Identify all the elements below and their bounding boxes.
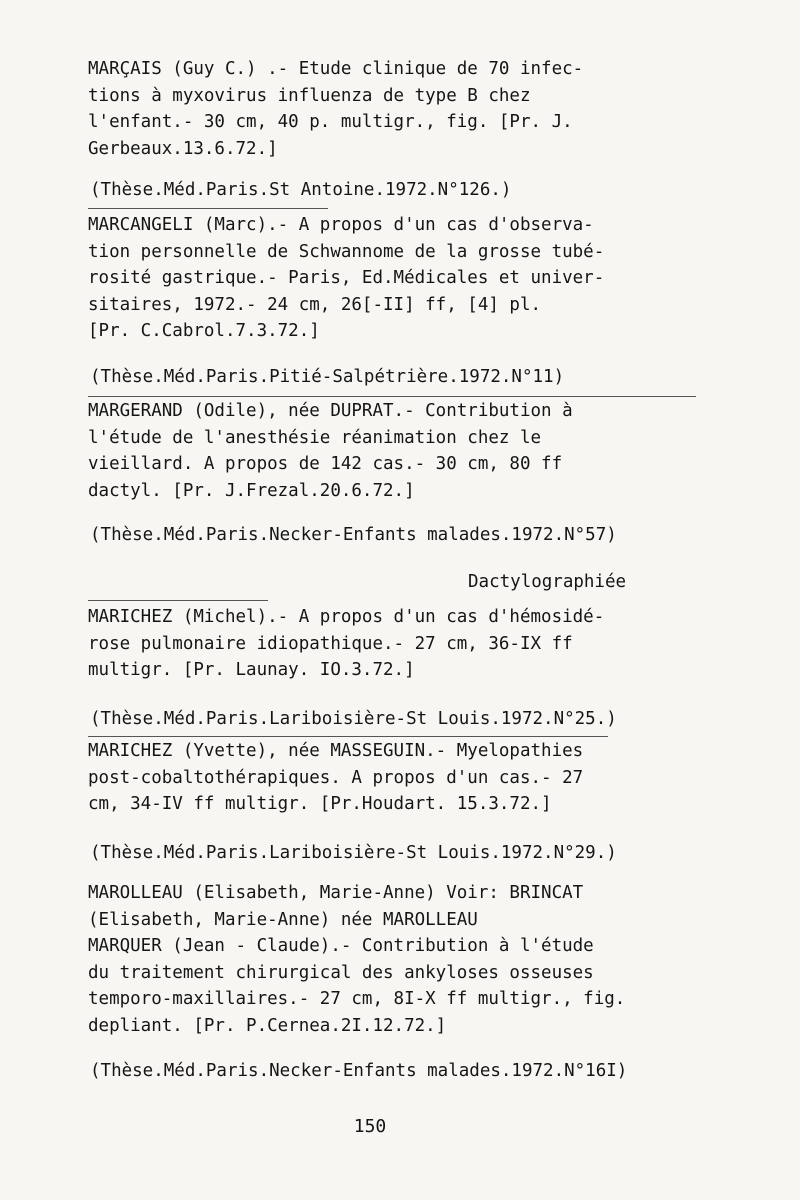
thesis-reference: (Thèse.Méd.Paris.Pitié-Salpétrière.1972.N°11) (90, 367, 565, 387)
entry-line: rosité gastrique.- Paris, Ed.Médicales et univer- (88, 268, 605, 288)
entry-line: vieillard. A propos de 142 cas.- 30 cm, 80 ff (88, 454, 563, 474)
entry-line: (Elisabeth, Marie-Anne) née MAROLLEAU (88, 909, 478, 930)
entry-divider (88, 600, 268, 601)
entry-line: MARICHEZ (Michel).- A propos d'un cas d'hémosidé- (88, 607, 605, 627)
entry-divider (88, 208, 328, 209)
entry-line: MARÇAIS (Guy C.) .- Etude clinique de 70 infec- (88, 59, 584, 79)
thesis-reference: (Thèse.Méd.Paris.Lariboisière-St Louis.1972.N°29.) (90, 843, 617, 863)
entry-line: MARCANGELI (Marc).- A propos d'un cas d'observa- (88, 215, 594, 235)
thesis-reference: (Thèse.Méd.Paris.Necker-Enfants malades.1972.N°57) (90, 525, 617, 545)
bibliography-entry (88, 398, 700, 504)
entry-divider (88, 396, 696, 397)
entry-line: multigr. [Pr. Launay. IO.3.72.] (88, 660, 415, 680)
entry-line: l'enfant.- 30 cm, 40 p. multigr., fig. [Pr. J. (88, 112, 573, 132)
entry-line: l'étude de l'anesthésie réanimation chez le (88, 427, 542, 448)
entry-line: dactyl. [Pr. J.Frezal.20.6.72.] (88, 480, 415, 501)
bibliography-entry (88, 212, 700, 345)
entry-line: tion personnelle de Schwannome de la grosse tubé- (88, 241, 605, 262)
entry-divider (88, 736, 608, 737)
bibliography-entry (88, 604, 700, 684)
entry-line: rose pulmonaire idiopathique.- 27 cm, 36-IX ff (88, 633, 573, 654)
entry-line: du traitement chirurgical des ankyloses osseuses (88, 962, 594, 983)
bibliography-entry (88, 738, 700, 818)
entry-line: temporo-maxillaires.- 27 cm, 8I-X ff multigr., fig. (88, 989, 626, 1009)
entry-line: MARGERAND (Odile), née DUPRAT.- Contribution à (88, 401, 573, 421)
entry-line: cm, 34-IV ff multigr. [Pr.Houdart. 15.3.72.] (88, 794, 552, 814)
thesis-reference: (Thèse.Méd.Paris.Necker-Enfants malades.1972.N°16I) (90, 1061, 628, 1081)
entry-line: MAROLLEAU (Elisabeth, Marie-Anne) Voir: BRINCAT (88, 883, 584, 903)
entry-line: post-cobaltothérapiques. A propos d'un cas.- 27 (88, 767, 584, 788)
entry-line: MARQUER (Jean - Claude).- Contribution à l'étude (88, 936, 594, 956)
entry-line: tions à myxovirus influenza de type B chez (88, 85, 531, 106)
entry-line: [Pr. C.Cabrol.7.3.72.] (88, 321, 320, 341)
thesis-reference: (Thèse.Méd.Paris.St Antoine.1972.N°126.) (90, 180, 512, 200)
entry-line: sitaires, 1972.- 24 cm, 26[-II] ff, [4] pl. (88, 294, 542, 315)
bibliography-entry (88, 880, 700, 1039)
thesis-reference: (Thèse.Méd.Paris.Lariboisière-St Louis.1972.N°25.) (90, 709, 617, 729)
entry-line: Gerbeaux.13.6.72.] (88, 138, 278, 159)
typescript-note: Dactylographiée (468, 572, 627, 592)
bibliography-entry (88, 56, 700, 162)
page-number: 150 (353, 1116, 387, 1137)
entry-line: MARICHEZ (Yvette), née MASSEGUIN.- Myelopathies (88, 741, 584, 761)
entry-line: depliant. [Pr. P.Cernea.2I.12.72.] (88, 1015, 447, 1036)
